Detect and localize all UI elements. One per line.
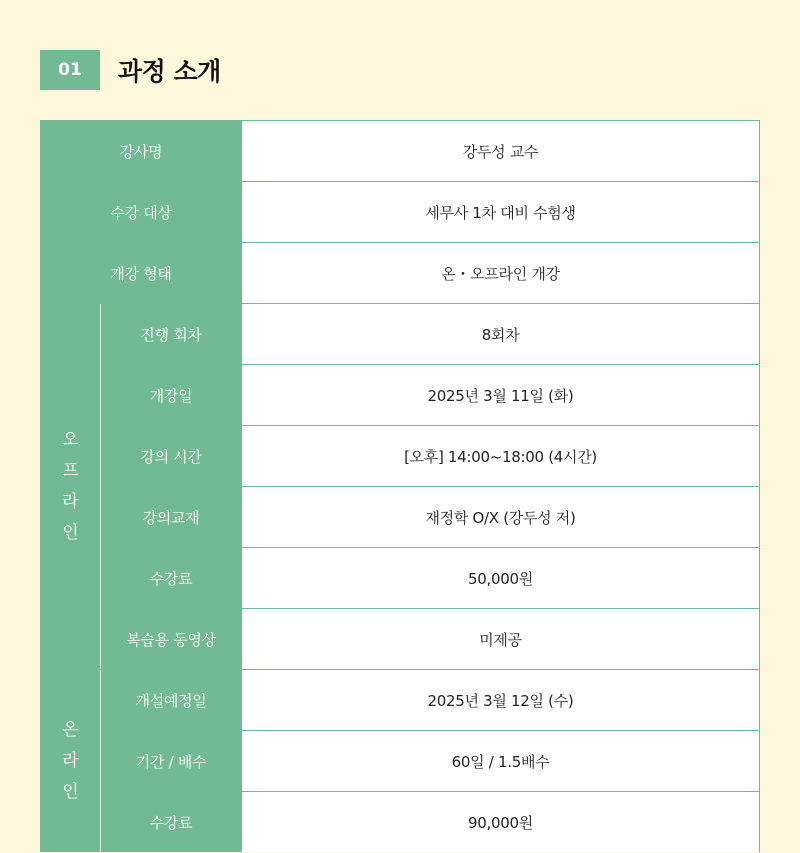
row-value: 온・오프라인 개강 [241,243,759,303]
section-header [40,50,221,90]
table-row [101,548,759,609]
row-value: 50,000원 [241,548,759,608]
row-value: 60일 / 1.5배수 [241,731,759,791]
row-label: 수강료 [101,792,241,852]
section-title: 과정 소개 [118,57,221,86]
row-label: 강사명 [41,121,241,181]
table-row [101,609,759,669]
section-number-badge: 01 [40,50,100,90]
online-label-text: 온라인 [62,719,79,802]
table-row [101,731,759,792]
row-label: 강의 시간 [101,426,241,486]
table-row-format [41,243,759,304]
offline-label-text: 오프라인 [62,429,79,543]
row-value: 강두성 교수 [241,121,759,181]
course-info-table [40,120,760,852]
row-label: 기간 / 배수 [101,731,241,791]
row-label: 개강일 [101,365,241,425]
online-group [41,670,759,852]
row-label: 수강 대상 [41,182,241,242]
row-value: 2025년 3월 11일 (화) [241,365,759,425]
row-label: 진행 회차 [101,304,241,364]
row-label: 복습용 동영상 [101,609,241,669]
row-label: 개설예정일 [101,670,241,730]
table-row [101,487,759,548]
table-row [101,670,759,731]
row-label: 수강료 [101,548,241,608]
table-row [101,426,759,487]
table-row [101,792,759,852]
online-rows [101,670,759,852]
table-row-target [41,182,759,243]
table-row-instructor [41,121,759,182]
table-row [101,304,759,365]
offline-group-label [41,304,101,669]
table-row [101,365,759,426]
row-value: 미제공 [241,609,759,669]
row-value: 8회차 [241,304,759,364]
offline-group [41,304,759,670]
row-label: 개강 형태 [41,243,241,303]
online-group-label [41,670,101,852]
row-value: 세무사 1차 대비 수험생 [241,182,759,242]
row-value: 90,000원 [241,792,759,852]
row-value: [오후] 14:00~18:00 (4시간) [241,426,759,486]
row-value: 재정학 O/X (강두성 저) [241,487,759,547]
row-value: 2025년 3월 12일 (수) [241,670,759,730]
offline-rows [101,304,759,669]
row-label: 강의교재 [101,487,241,547]
